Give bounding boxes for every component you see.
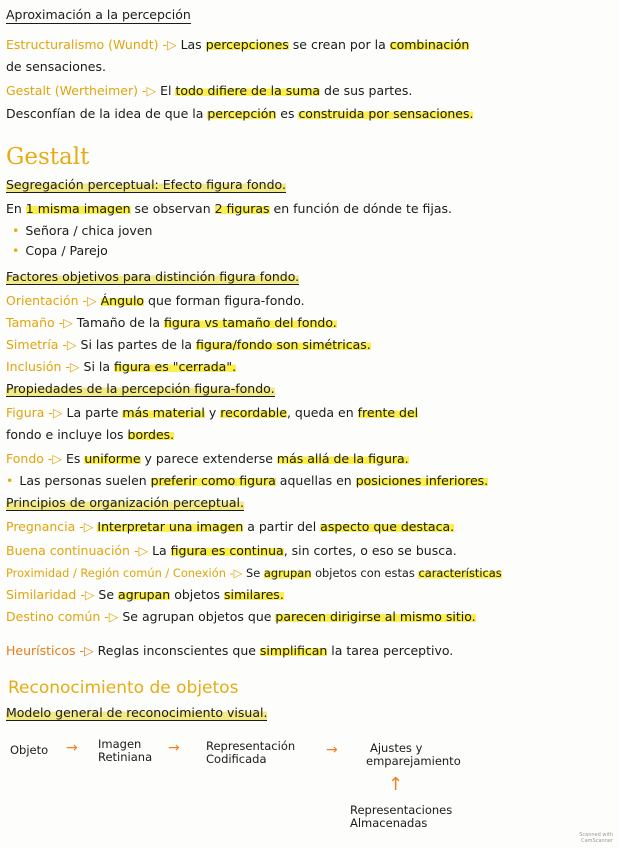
section-title-aproximacion: Aproximación a la percepción xyxy=(6,7,191,22)
principio-continuacion: Buena continuación -▷ La figura es continua, sin cortes, o eso se busca. xyxy=(6,543,457,558)
node-imagen: Imagen Retiniana xyxy=(98,737,153,764)
principio-destino: Destino común -▷ Se agrupan objetos que parecen dirigirse al mismo sitio. xyxy=(6,609,476,624)
prop-figura: Figura -▷ La parte más material y recordable, queda en frente del xyxy=(6,405,419,420)
estructuralismo-line-2: de sensaciones. xyxy=(6,59,106,74)
arrow-right-icon: → xyxy=(326,742,338,758)
scanner-watermark: Scanned with CamScanner xyxy=(579,832,613,844)
arrow-right-icon: → xyxy=(168,740,180,756)
estructuralismo-line: Estructuralismo (Wundt) -▷ Las percepciones se crean por la combinación xyxy=(6,37,470,52)
bullet-icon: • xyxy=(6,473,14,488)
factor-inclusion: Inclusión -▷ Si la figura es "cerrada". xyxy=(6,359,237,374)
node-ajustes: Ajustes y emparejamiento xyxy=(366,741,461,768)
principio-similaridad: Similaridad -▷ Se agrupan objetos similares. xyxy=(6,587,284,602)
factores-title: Factores objetivos para distinción figura fondo. xyxy=(6,269,300,284)
node-almacenadas: Representaciones Almacenadas xyxy=(350,803,453,830)
prop-preferencia: • Las personas suelen preferir como figura aquellas en posiciones inferiores. xyxy=(6,473,489,488)
propiedades-title: Propiedades de la percepción figura-fondo. xyxy=(6,381,275,396)
segregacion-title: Segregación perceptual: Efecto figura fondo. xyxy=(6,177,286,192)
modelo-title: Modelo general de reconocimiento visual. xyxy=(6,705,268,720)
principios-title: Principios de organización perceptual. xyxy=(6,495,244,510)
section-title-reconocimiento: Reconocimiento de objetos xyxy=(8,678,239,698)
principio-pregnancia: Pregnancia -▷ Interpretar una imagen a partir del aspecto que destaca. xyxy=(6,519,455,534)
node-objeto: Objeto xyxy=(10,743,49,757)
arrow-right-icon: → xyxy=(66,740,78,756)
factor-tamano: Tamaño -▷ Tamaño de la figura vs tamaño del fondo. xyxy=(6,315,337,330)
heuristicos-line: Heurísticos -▷ Reglas inconscientes que simplifican la tarea perceptivo. xyxy=(6,643,454,658)
gestalt-line-2: Desconfían de la idea de que la percepción es construida por sensaciones. xyxy=(6,106,474,121)
gestalt-line: Gestalt (Wertheimer) -▷ El todo difiere de la suma de sus partes. xyxy=(6,83,413,98)
factor-simetria: Simetría -▷ Si las partes de la figura/fondo son simétricas. xyxy=(6,337,371,352)
prop-fondo: Fondo -▷ Es uniforme y parece extenderse más allá de la figura. xyxy=(6,451,409,466)
segregacion-line: En 1 misma imagen se observan 2 figuras en función de dónde te fijas. xyxy=(6,201,453,216)
prop-figura-2: fondo e incluye los bordes. xyxy=(6,427,175,442)
factor-orientacion: Orientación -▷ Ángulo que forman figura-fondo. xyxy=(6,293,305,308)
example-1: • Señora / chica joven xyxy=(12,223,153,238)
node-representacion: Representación Codificada xyxy=(206,739,296,766)
example-2: • Copa / Parejo xyxy=(12,243,108,258)
bullet-icon: • xyxy=(12,243,20,258)
principio-proximidad: Proximidad / Región común / Conexión -▷ Se agrupan objetos con estas características xyxy=(6,566,502,580)
arrow-up-icon: ↑ xyxy=(388,774,404,795)
bullet-icon: • xyxy=(12,223,20,238)
section-title-gestalt: Gestalt xyxy=(6,144,90,170)
